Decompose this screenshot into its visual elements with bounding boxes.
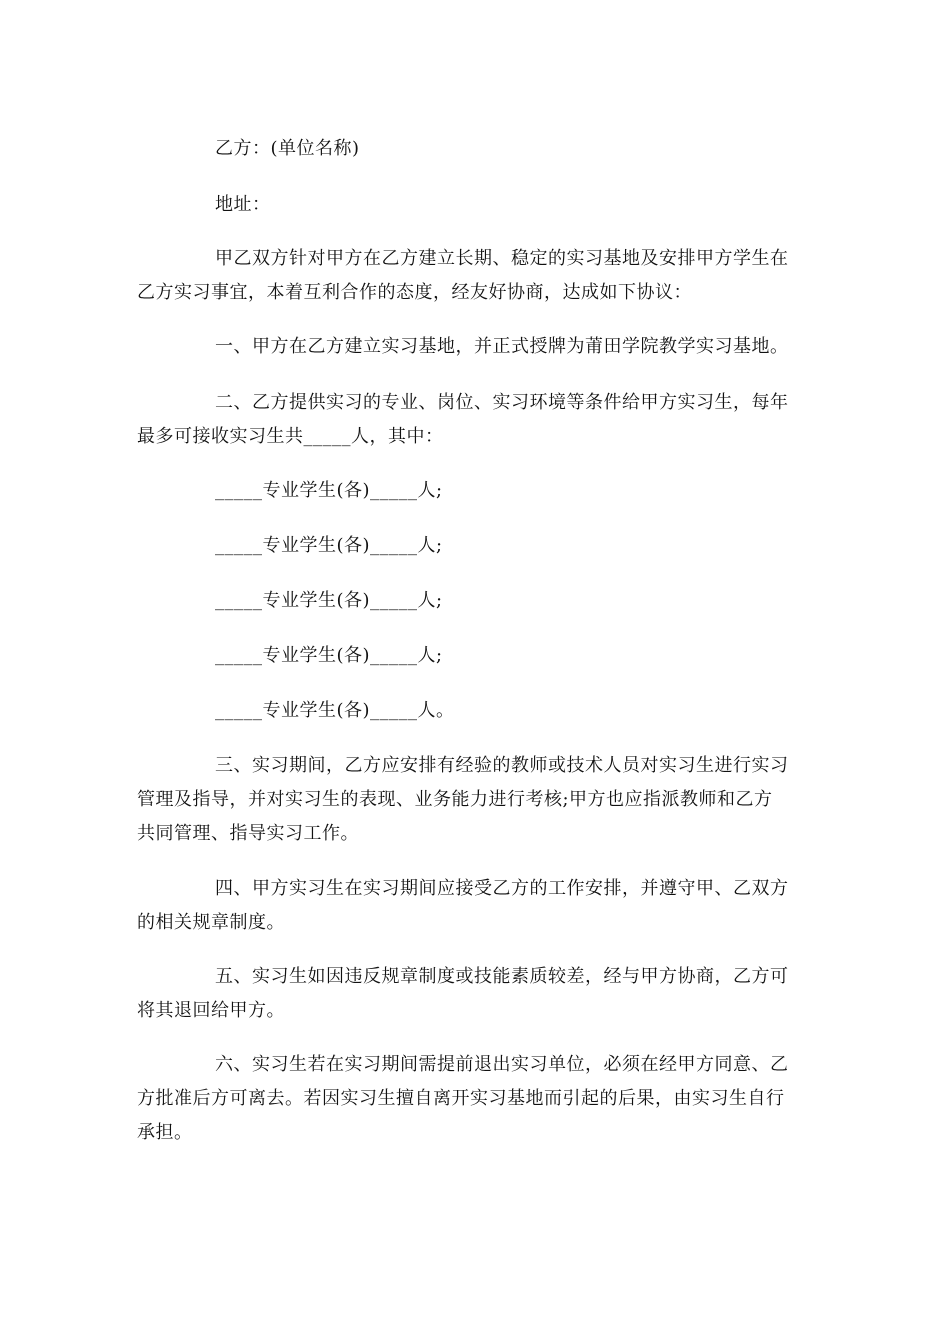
clause-4: 四、甲方实习生在实习期间应接受乙方的工作安排，并遵守甲、乙双方 的相关规章制度。 <box>137 878 789 933</box>
intro-paragraph: 甲乙双方针对甲方在乙方建立长期、稳定的实习基地及安排甲方学生在 乙方实习事宜，本着互利合作的态度，经友好协商，达成如下协议： <box>137 248 789 303</box>
party-b-line: 乙方：(单位名称) <box>215 138 360 159</box>
clause-2: 二、乙方提供实习的专业、岗位、实习环境等条件给甲方实习生，每年 最多可接收实习生共_____人，其中： <box>137 392 789 447</box>
address-line: 地址： <box>215 194 271 215</box>
quota-line: _____专业学生(各)_____人; <box>215 645 443 666</box>
quota-line: _____专业学生(各)_____人。 <box>215 700 455 721</box>
clause-6: 六、实习生若在实习期间需提前退出实习单位，必须在经甲方同意、乙 方批准后方可离去。若因实习生擅自离开实习基地而引起的后果，由实习生自行 承担。 <box>137 1054 789 1143</box>
quota-line: _____专业学生(各)_____人; <box>215 535 443 556</box>
quota-line: _____专业学生(各)_____人; <box>215 590 443 611</box>
clause-1: 一、甲方在乙方建立实习基地，并正式授牌为莆田学院教学实习基地。 <box>215 336 789 357</box>
quota-line: _____专业学生(各)_____人; <box>215 480 443 501</box>
clause-5: 五、实习生如因违反规章制度或技能素质较差，经与甲方协商，乙方可 将其退回给甲方。 <box>137 966 789 1021</box>
clause-3: 三、实习期间，乙方应安排有经验的教师或技术人员对实习生进行实习 管理及指导，并对实习生的表现、业务能力进行考核;甲方也应指派教师和乙方 共同管理、指导实习工作。 <box>137 755 789 844</box>
